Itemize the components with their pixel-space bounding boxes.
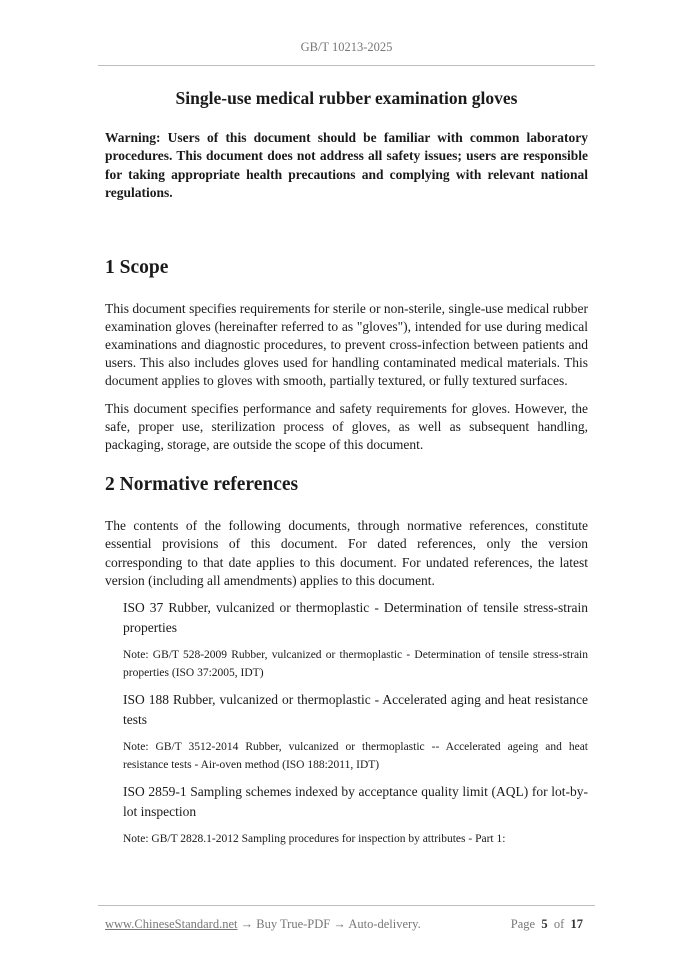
- scope-paragraph: This document specifies performance and safety requirements for gloves. However, the safe, proper use, sterilization process of gloves, as well as subsequent handling, packaging, storage, are outside the scope of this document.: [105, 400, 588, 453]
- page-label: Page: [510, 917, 536, 931]
- page-current: 5: [541, 917, 548, 931]
- document-title: Single-use medical rubber examination gloves: [175, 88, 518, 108]
- reference-item: ISO 188 Rubber, vulcanized or thermoplastic - Accelerated aging and heat resistance tests: [123, 692, 588, 728]
- normative-references-intro: The contents of the following documents, through normative references, constitute essential provisions of this document. For dated references, only the version corresponding to that date applies to this document. For undated references, the latest version (including all amendments) applies to this document.: [105, 518, 588, 588]
- section-heading-scope: 1 Scope: [105, 256, 169, 278]
- arrow-right-icon: →: [333, 917, 346, 931]
- section-heading-normative-references: 2 Normative references: [105, 474, 299, 496]
- arrow-right-icon: →: [240, 917, 254, 931]
- scope-paragraph: This document specifies requirements for sterile or non-sterile, single-use medical rubber examination gloves (hereinafter referred to as "gloves"), intended for use during medical examinations and diagnostic procedures, to prevent cross-infection between patients and users. This also includes gloves used for handling contaminated medical materials. This document applies to gloves with smooth, partially textured, or fully textured surfaces.: [105, 300, 588, 389]
- page-header: GB/T 10213-2025: [300, 40, 393, 54]
- reference-item: ISO 37 Rubber, vulcanized or thermoplastic - Determination of tensile stress-strain properties: [123, 600, 588, 636]
- site-link[interactable]: www.ChineseStandard.net: [105, 917, 238, 931]
- footer-divider: [98, 905, 595, 906]
- buy-pdf-text: Buy True-PDF: [256, 917, 331, 931]
- header-divider: [98, 65, 595, 66]
- page-total: 17: [570, 917, 583, 931]
- warning-notice: Warning: Users of this document should be familiar with common laboratory procedures. This document does not address all safety issues; users are responsible for taking appropriate health precautions and complying with relevant national regulations.: [105, 130, 588, 201]
- page-content: [105, 88, 588, 848]
- reference-note: Note: GB/T 528-2009 Rubber, vulcanized or thermoplastic - Determination of tensile stress-strain properties (ISO 37:2005, IDT): [123, 649, 588, 680]
- reference-note: Note: GB/T 3512-2014 Rubber, vulcanized or thermoplastic -- Accelerated ageing and heat resistance tests - Air-oven method (ISO 188:2011, IDT): [123, 741, 588, 772]
- reference-item: ISO 2859-1 Sampling schemes indexed by acceptance quality limit (AQL) for lot-by-lot inspection: [123, 784, 588, 820]
- page-of-label: of: [553, 917, 565, 931]
- delivery-text: Auto-delivery.: [348, 917, 421, 931]
- footer-promo: [105, 917, 421, 932]
- reference-note: Note: GB/T 2828.1-2012 Sampling procedures for inspection by attributes - Part 1:: [123, 833, 506, 846]
- page-number: [511, 917, 583, 932]
